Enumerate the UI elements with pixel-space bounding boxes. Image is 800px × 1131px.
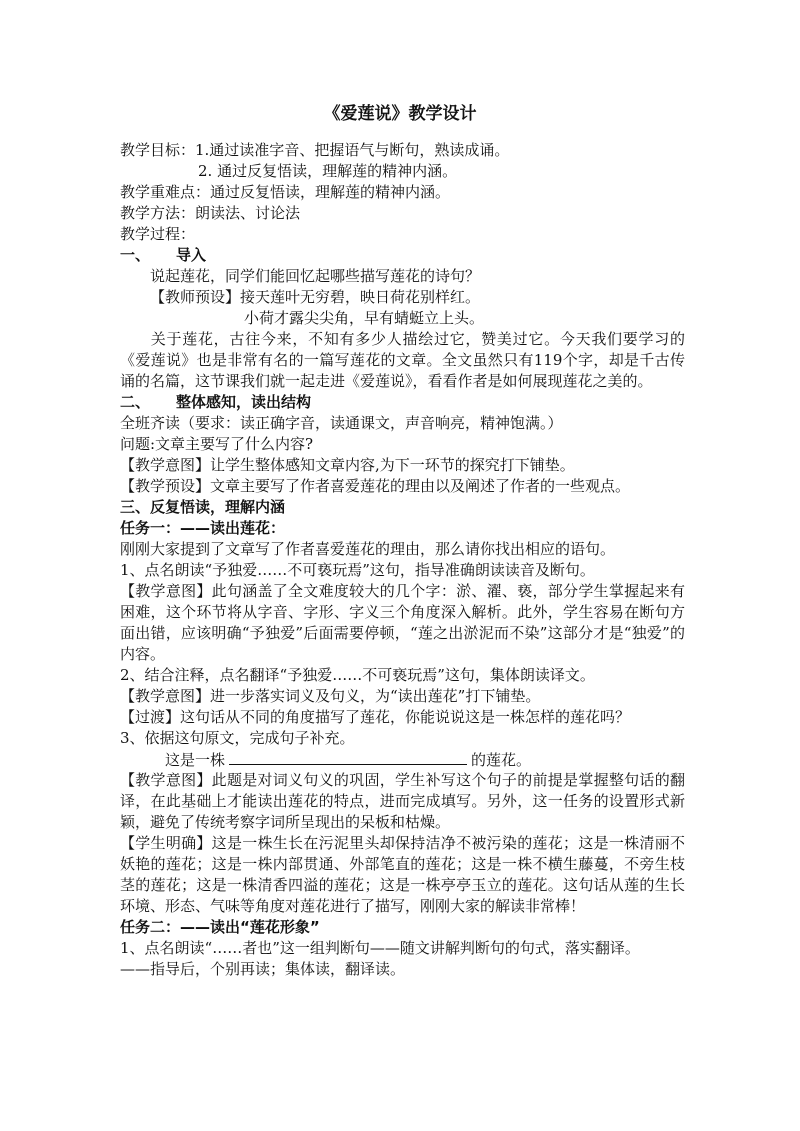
step-1: 1、点名朗读“予独爱……不可亵玩焉”这句，指导准确朗读读音及断句。: [120, 561, 595, 579]
step-3: 3、依据这句原文，完成句子补充。: [120, 729, 355, 747]
task-1-intro: 刚刚大家提到了文章写了作者喜爱莲花的理由，那么请你找出相应的语句。: [120, 540, 616, 558]
teaching-goal-1: 教学目标：1.通过读准字音、把握语气与断句，熟读成诵。: [120, 141, 510, 159]
question: 问题:文章主要写了什么内容?: [120, 435, 314, 453]
section-2-heading: [120, 392, 685, 413]
step-2: 2、结合注释，点名翻译“予独爱……不可亵玩焉”这句，集体朗读译文。: [120, 666, 595, 684]
fill-blank: [229, 749, 467, 765]
section-1-title: 导入: [176, 246, 207, 264]
teaching-intent-4: 【教学意图】此题是对词义句义的巩固，学生补写这个句子的前提是掌握整句话的翻译，在此基础上才能读出莲花的特点，进而完成填写。另外，这一任务的设置形式新颖，避免了传统考察字词所呈现出的呆板和枯燥。: [120, 771, 685, 831]
task-1-title: 任务一：——读出莲花：: [120, 519, 286, 537]
section-1-number: 一、: [120, 246, 151, 264]
teaching-goal-2: 2. 通过反复悟读，理解莲的精神内涵。: [198, 162, 458, 180]
fill-suffix: 的莲花。: [471, 751, 532, 769]
task-2-step-1: 1、点名朗读“……者也”这一组判断句——随文讲解判断句的句式，落实翻译。: [120, 939, 640, 957]
teaching-intent-3: 【教学意图】进一步落实词义及句义，为“读出莲花”打下铺垫。: [120, 687, 541, 705]
student-answer: 【学生明确】这是一株生长在污泥里头却保持洁净不被污染的莲花；这是一株清丽不妖艳的莲花；这是一株内部贯通、外部笔直的莲花；这是一株不横生藤蔓，不旁生枝茎的莲花；这是一株清香四溢的莲花；这是一株亭亭玉立的莲花。这句话从莲的生长环境、形态、气味等角度对莲花进行了描写，刚刚大家的解读非常棒！: [120, 834, 685, 915]
section-1-heading: [120, 245, 685, 266]
section-2-title: 整体感知，读出结构: [176, 393, 312, 411]
intro-paragraph-text: 关于莲花，古往今来，不知有多少人描绘过它，赞美过它。今天我们要学习的《爱莲说》也是非常有名的一篇写莲花的文章。全文虽然只有119个字，却是千古传诵的名篇，这节课我们就一起走进《爱莲说》，看看作者是如何展现莲花之美的。: [120, 330, 685, 390]
task-2-step-1b: ——指导后，个别再读；集体读，翻译读。: [120, 960, 406, 978]
teaching-process: 教学过程：: [120, 225, 196, 243]
task-2-title: 任务二：——读出“莲花形象”: [120, 918, 320, 936]
teaching-intent-2: 【教学意图】此句涵盖了全文难度较大的几个字：淤、濯、亵，部分学生掌握起来有困难，这个环节将从字音、字形、字义三个角度深入解析。此外，学生容易在断句方面出错，应该明确“予独爱”后面需要停顿，“莲之出淤泥而不染”这部分才是“独爱”的内容。: [120, 582, 685, 663]
intro-paragraph: [120, 329, 685, 392]
teacher-preset-1: 【教师预设】接天莲叶无穷碧，映日荷花别样红。: [150, 288, 481, 306]
fill-prefix: 这是一株: [165, 751, 226, 769]
intro-question: 说起莲花，同学们能回忆起哪些描写莲花的诗句？: [150, 267, 481, 285]
teacher-preset-2: 小荷才露尖尖角，早有蜻蜓立上头。: [244, 309, 485, 327]
teaching-intent-1: 【教学意图】让学生整体感知文章内容,为下一环节的探究打下铺垫。: [120, 456, 575, 474]
section-3-heading: 三、反复悟读，理解内涵: [120, 498, 286, 516]
teaching-preset-2: 【教学预设】文章主要写了作者喜爱莲花的理由以及阐述了作者的一些观点。: [120, 477, 631, 495]
key-point: 教学重难点：通过反复悟读，理解莲的精神内涵。: [120, 183, 451, 201]
fill-in-sentence: [120, 749, 685, 770]
teaching-method: 教学方法：朗读法、讨论法: [120, 204, 301, 222]
read-all: 全班齐读（要求：读正确字音，读通课文，声音响亮，精神饱满。）: [120, 414, 563, 432]
document-title: 《爱莲说》教学设计: [323, 104, 477, 124]
transition: 【过渡】这句话从不同的角度描写了莲花，你能说说这是一株怎样的莲花吗？: [120, 708, 631, 726]
document-body: [120, 140, 685, 980]
section-2-number: 二、: [120, 393, 151, 411]
